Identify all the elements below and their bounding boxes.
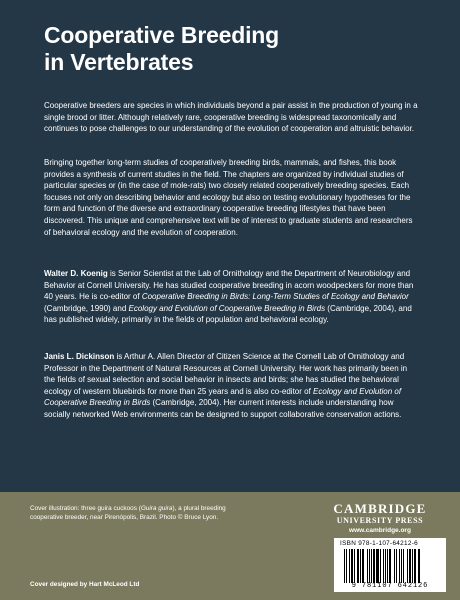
isbn: ISBN 978-1-107-64212-6 [340, 540, 419, 547]
bio-text: (Cambridge, 2004). Her current interests include understanding how socially networked Web environments can be designed to support collaborative conservation actions. [44, 398, 402, 419]
species-name: Guira guira [140, 505, 173, 512]
book-reference: Ecology and Evolution of Cooperative Breeding in Birds [44, 386, 402, 408]
book-reference: Cooperative Breeding in Birds: Long-Term Studies of Ecology and Behavior [141, 292, 409, 302]
cover-design-credit: Cover designed by Hart McLeod Ltd [30, 581, 140, 588]
publisher-url: www.cambridge.org [349, 527, 411, 534]
bio-text: (Cambridge, 1990) and [44, 303, 129, 313]
publisher-logo [320, 502, 440, 535]
credit-text: ), a plural breeding cooperative breeder, near Pirenópolis, Brazil. Photo © Bruce Lyon. [30, 505, 226, 521]
book-title-line-2: in Vertebrates [44, 49, 194, 75]
bio-text: is Arthur A. Allen Director of Citizen Science at the Cornell Lab of Ornithology and Professor in the Department of Natural Resources at Cornell University. Her work has primarily been in the fields of sexual selection and social behavior in insects and birds; she has studied the behavioral ecology of western bluebirds for more than 25 years and is also co-editor of [44, 352, 408, 396]
author-bio-dickinson [44, 351, 420, 421]
author-name-dickinson: Janis L. Dickinson [44, 352, 115, 361]
book-reference: Ecology and Evolution of Cooperative Breeding in Birds [128, 303, 326, 313]
publisher-press: UNIVERSITY PRESS [336, 516, 424, 525]
author-name-koenig: Walter D. Koenig [44, 269, 108, 278]
bio-text: (Cambridge, 2004), and has published widely, primarily in the fields of population and behavioral ecology. [44, 303, 412, 325]
author-bio-koenig [44, 268, 420, 326]
bio-text: is Senior Scientist at the Lab of Ornithology and the Department of Neurobiology and Behavior at Cornell University. He has studied cooperative breeding in acorn woodpeckers for more than 40 years. He is co-editor of [44, 269, 414, 302]
barcode-bars [344, 549, 438, 583]
ean-digits: 9 781107 642126 [351, 582, 429, 590]
barcode-stripe [419, 549, 420, 583]
barcode-panel [334, 538, 446, 592]
publisher-name: CAMBRIDGE [333, 501, 427, 516]
cover-illustration-credit [30, 504, 240, 522]
book-title [44, 22, 279, 76]
credit-text: Cover illustration: three guira cuckoos ( [30, 505, 141, 512]
book-title-line-1: Cooperative Breeding [44, 22, 279, 48]
blurb-paragraph-1: Cooperative breeders are species in which individuals beyond a pair assist in the production of young in a single brood or litter. Although relatively rare, cooperative breeding is widespread taxonomically and continues to pose challenges to our understanding of the evolution of cooperation and altruistic behavior. [44, 101, 418, 134]
blurb-paragraph-2: Bringing together long-term studies of cooperatively breeding birds, mammals, and fishes, this book provides a synthesis of current studies in the field. The chapters are organized by individual studies of particular species or (in the case of mole-rats) two closely related cooperatively breeding species. Each focuses not only on describing behavior and ecology but also on testing evolutionary hypotheses for the form and function of the diverse and extraordinary cooperative breeding lifestyles that have been discovered. This unique and comprehensive text will be of interest to graduate students and researchers of behavioral ecology and the evolution of cooperation. [44, 158, 413, 237]
bottom-band [0, 492, 460, 600]
